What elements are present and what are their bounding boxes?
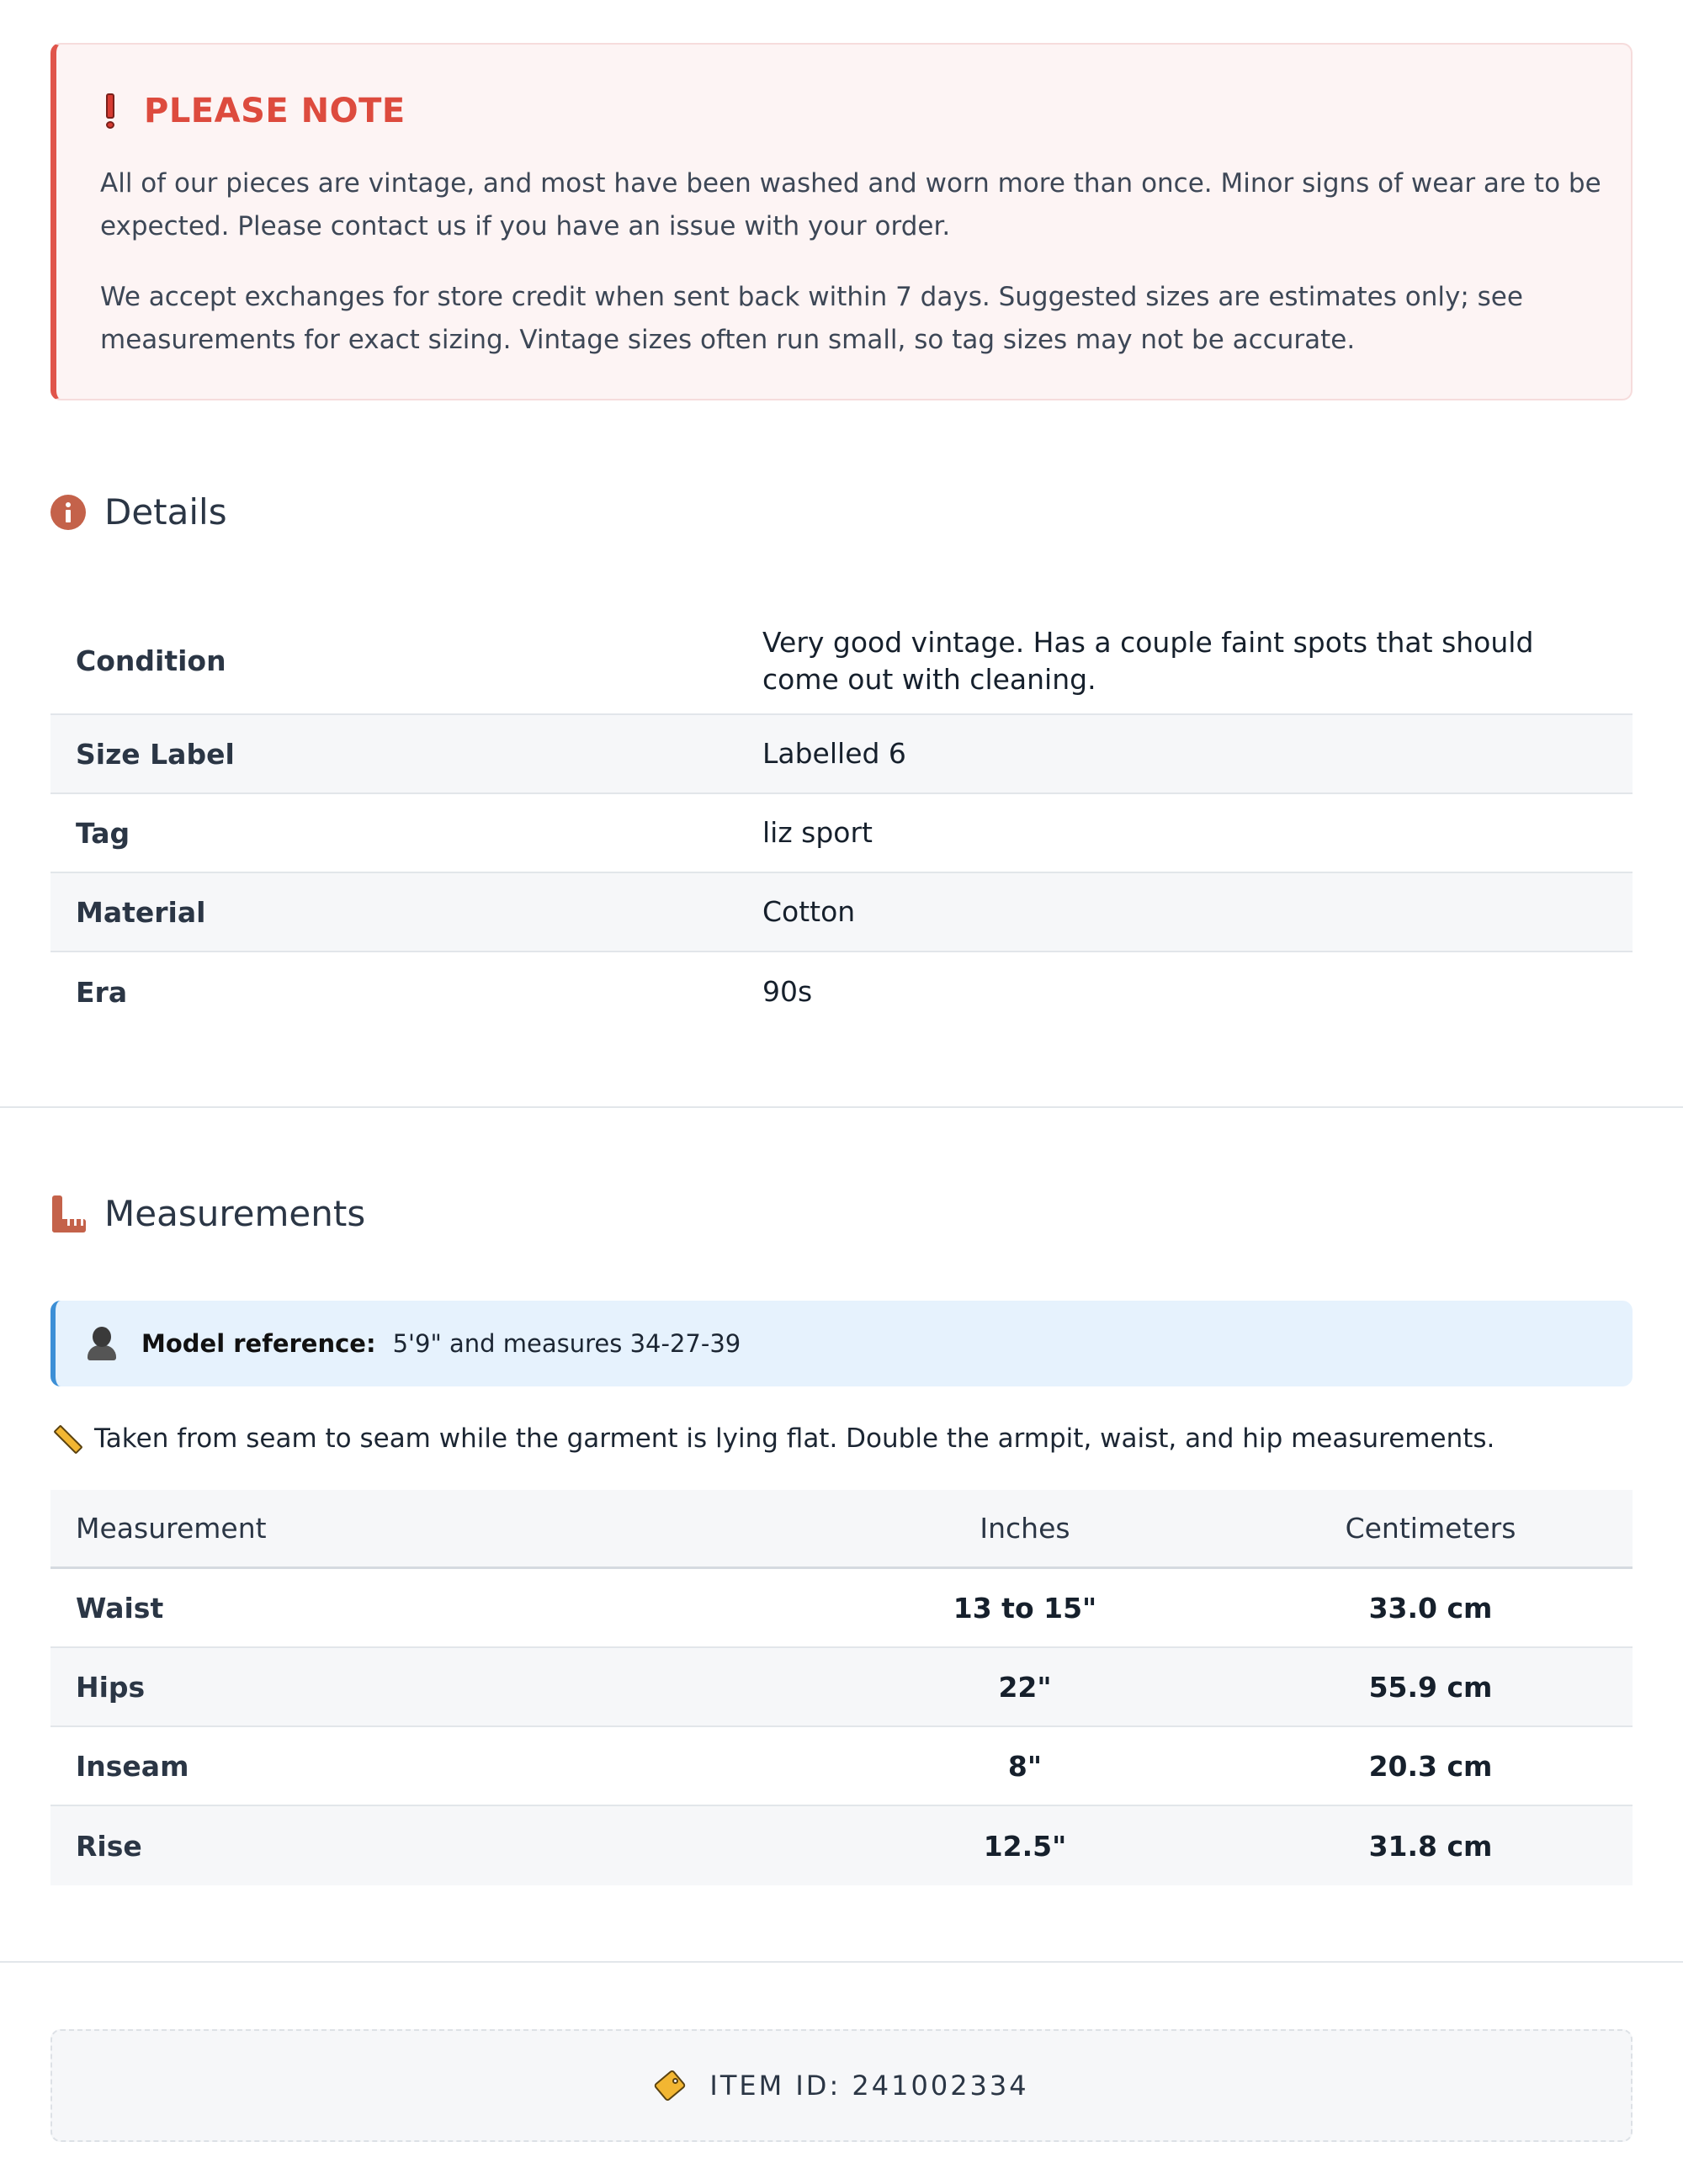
please-note-notice: [50, 43, 1633, 400]
measurement-note: [50, 1422, 1495, 1455]
measurements-heading-label: Measurements: [104, 1193, 366, 1234]
details-key: Size Label: [76, 737, 235, 771]
details-row-era: [50, 952, 1633, 1031]
measurement-inches: 8": [1007, 1749, 1043, 1783]
model-reference-label: Model reference:: [141, 1329, 376, 1358]
details-row-material: [50, 873, 1633, 952]
details-key: Era: [76, 975, 128, 1009]
details-table: [50, 608, 1633, 1031]
person-icon: [88, 1327, 116, 1360]
details-key: Tag: [76, 816, 130, 850]
section-divider: [0, 1106, 1683, 1108]
measurement-name: Hips: [76, 1670, 146, 1704]
measurements-table: [50, 1490, 1633, 1885]
notice-paragraph-2: We accept exchanges for store credit when sent back within 7 days. Suggested sizes are estimates only; see measurements for exact sizing. Vintage sizes often run small, so tag sizes may not be accurate.: [100, 282, 1523, 355]
pencil-icon: [50, 1422, 84, 1455]
table-row: [50, 1569, 1633, 1648]
details-value: Labelled 6: [762, 737, 906, 770]
item-id-label: ITEM ID: 241002334: [709, 2070, 1029, 2102]
notice-title-row: [100, 92, 406, 130]
measurement-cm: 55.9 cm: [1368, 1670, 1493, 1704]
measurement-inches: 13 to 15": [953, 1591, 1097, 1625]
notice-title: PLEASE NOTE: [144, 92, 406, 130]
measurement-cm: 33.0 cm: [1368, 1591, 1493, 1625]
info-icon: [50, 495, 86, 530]
details-row-size-label: [50, 715, 1633, 794]
column-header-centimeters: Centimeters: [1345, 1512, 1516, 1545]
details-value: liz sport: [762, 816, 873, 849]
measurements-heading: [50, 1193, 365, 1234]
details-row-tag: [50, 794, 1633, 873]
model-reference-value: 5'9" and measures 34-27-39: [392, 1329, 741, 1358]
table-row: [50, 1806, 1633, 1885]
details-row-condition: [50, 608, 1633, 715]
details-value: Cotton: [762, 895, 856, 928]
details-key: Condition: [76, 644, 226, 677]
model-reference-callout: [50, 1301, 1633, 1386]
exclamation-icon: [100, 93, 120, 129]
measurement-inches: 22": [998, 1670, 1052, 1704]
measurement-inches: 12.5": [983, 1829, 1067, 1863]
column-header-measurement: Measurement: [76, 1512, 267, 1545]
measurements-table-header: [50, 1490, 1633, 1569]
details-value: Very good vintage. Has a couple faint spots that should come out with cleaning.: [762, 625, 1534, 696]
measurement-cm: 20.3 cm: [1368, 1749, 1493, 1783]
tag-icon: [654, 2070, 686, 2102]
measurement-name: Inseam: [76, 1749, 189, 1783]
measurement-name: Rise: [76, 1829, 142, 1863]
table-row: [50, 1648, 1633, 1727]
column-header-inches: Inches: [980, 1512, 1070, 1545]
measurement-cm: 31.8 cm: [1368, 1829, 1493, 1863]
item-id-box: [50, 2029, 1633, 2142]
details-heading: [50, 491, 227, 533]
details-key: Material: [76, 895, 206, 929]
measurement-note-text: Taken from seam to seam while the garment is lying flat. Double the armpit, waist, and hip measurements.: [94, 1423, 1495, 1454]
notice-paragraph-1: All of our pieces are vintage, and most have been washed and worn more than once. Minor signs of wear are to be expected. Please contact us if you have an issue with your order.: [100, 168, 1601, 241]
details-value: 90s: [762, 975, 813, 1008]
ruler-icon: [50, 1195, 86, 1232]
measurement-name: Waist: [76, 1591, 164, 1625]
table-row: [50, 1727, 1633, 1806]
section-divider: [0, 1961, 1683, 1963]
details-heading-label: Details: [104, 491, 227, 533]
